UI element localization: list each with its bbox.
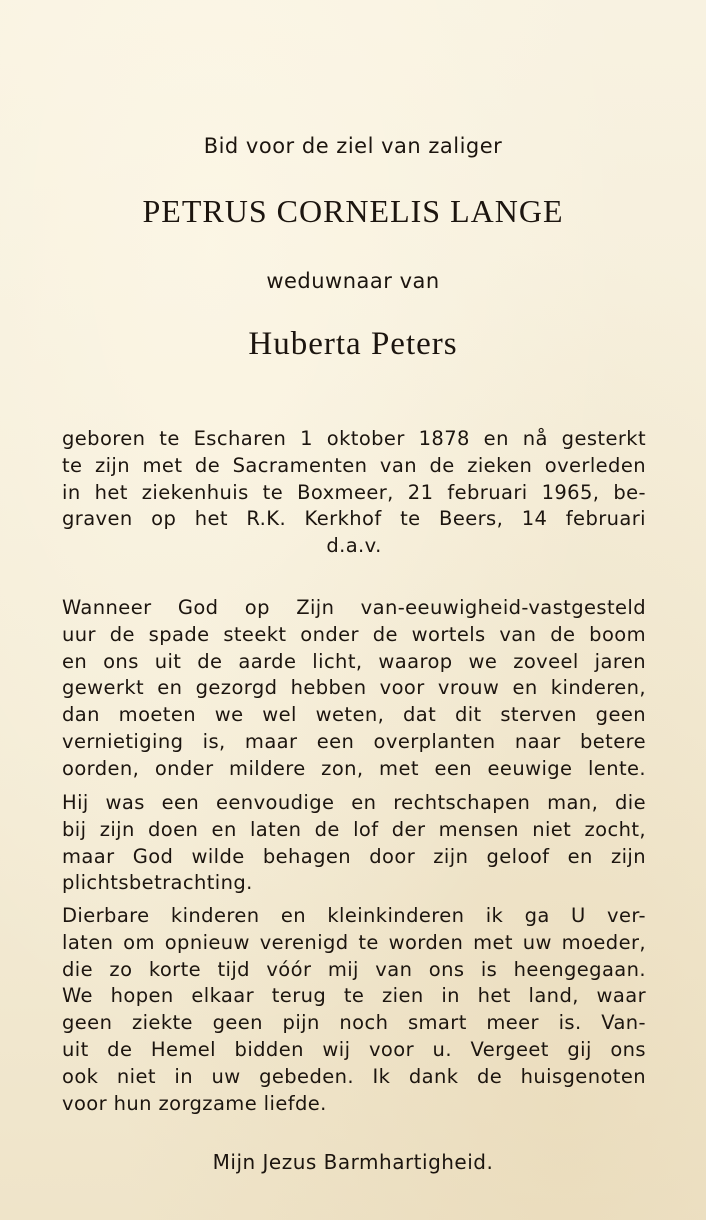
paragraph-line: voor hun zorgzame liefde.: [62, 1091, 327, 1115]
biography-line: in het ziekenhuis te Boxmeer, 21 februari 1965, be-: [62, 480, 646, 504]
spouse-name: Huberta Peters: [248, 326, 458, 362]
paragraph-line: die zo korte tijd vóór mij van ons is heengegaan.: [62, 957, 646, 981]
paragraph-character: [62, 790, 646, 897]
paragraph-line: uit de Hemel bidden wij voor u. Vergeet gij ons: [62, 1037, 646, 1061]
paragraph-line: We hopen elkaar terug te zien in het land, waar: [62, 984, 646, 1008]
relation-line: weduwnaar van: [266, 269, 440, 293]
paragraph-line: maar God wilde behagen door zijn geloof en zijn: [62, 844, 646, 868]
paragraph-line: uur de spade steekt onder de wortels van de boom: [62, 622, 646, 646]
biography-line: te zijn met de Sacramenten van de zieken overleden: [62, 453, 646, 477]
paragraph-line: Hij was een eenvoudige en rechtschapen man, die: [62, 791, 646, 814]
prayer-line: Bid voor de ziel van zaliger: [203, 134, 503, 158]
biography-line: graven op het R.K. Kerkhof te Beers, 14 februari: [62, 507, 646, 531]
paragraph-line: laten om opnieuw verenigd te worden met uw moeder,: [62, 930, 646, 954]
paragraph-line: plichtsbetrachting.: [62, 871, 253, 895]
paragraph-line: en ons uit de aarde licht, waarop we zoveel jaren: [62, 649, 646, 673]
paragraph-line: Dierbare kinderen en kleinkinderen ik ga U ver-: [62, 904, 646, 927]
paragraph-line: gewerkt en gezorgd hebben voor vrouw en kinderen,: [62, 676, 646, 700]
biography-line: geboren te Escharen 1 oktober 1878 en nå gesterkt: [62, 427, 646, 450]
deceased-name: PETRUS CORNELIS LANGE: [142, 193, 564, 229]
paragraph-line: dan moeten we wel weten, dat dit sterven geen: [62, 703, 646, 727]
paragraph-line: oorden, onder mildere zon, met een eeuwige lente.: [62, 756, 646, 780]
paragraph-eternity: [62, 595, 646, 783]
paragraph-farewell: [62, 903, 646, 1117]
paragraph-line: ook niet in uw gebeden. Ik dank de huisgenoten: [62, 1064, 646, 1088]
paragraph-line: vernietiging is, maar een overplanten naar betere: [62, 729, 646, 753]
paragraph-line: bij zijn doen en laten de lof der mensen niet zocht,: [62, 817, 646, 841]
biography-line: d.a.v.: [326, 534, 382, 558]
biography-text: [62, 426, 646, 560]
paragraph-line: geen ziekte geen pijn noch smart meer is. Van-: [62, 1011, 646, 1035]
paragraph-line: Wanneer God op Zijn van-eeuwigheid-vastgesteld: [62, 596, 646, 619]
closing-prayer: Mijn Jezus Barmhartigheid.: [212, 1150, 494, 1174]
